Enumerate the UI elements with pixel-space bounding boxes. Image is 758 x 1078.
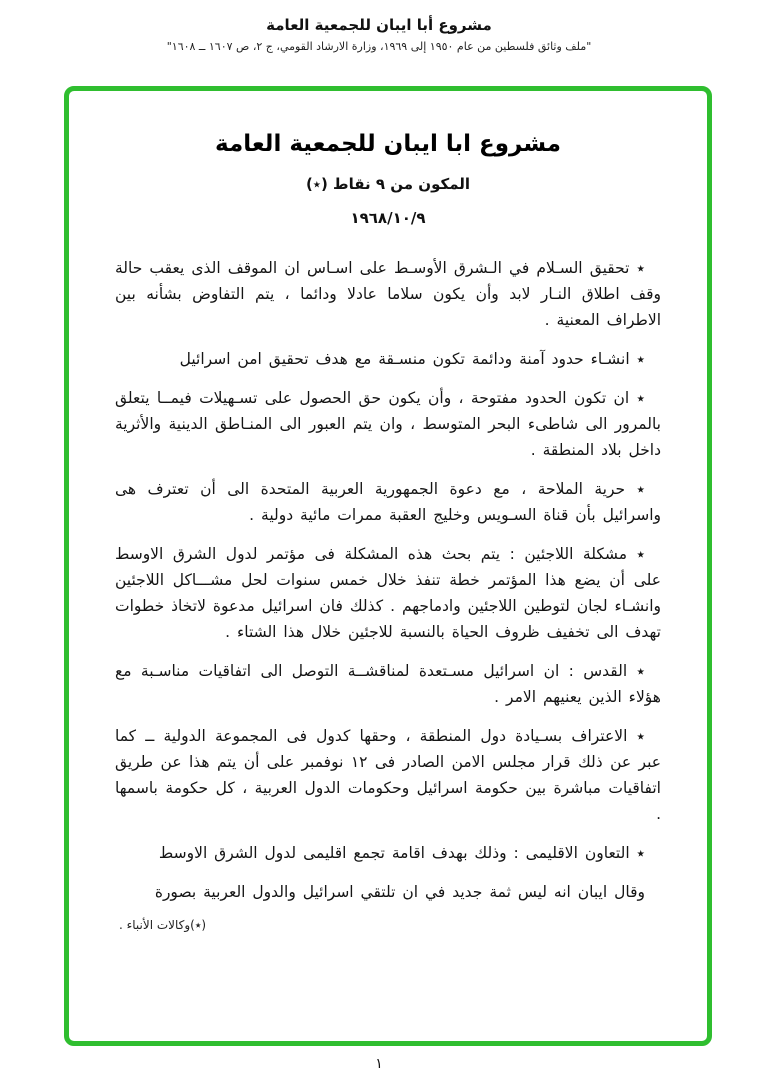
page-number: ١ [375,1056,383,1072]
source-citation: "ملف وثائق فلسطين من عام ١٩٥٠ إلى ١٩٦٩، وزارة الارشاد القومي، ج ٢، ص ١٦٠٧ ــ ١٦٠٨" [166,40,592,53]
paragraph-8: ٭ التعاون الاقليمى : وذلك بهدف اقامة تجمع اقليمى لدول الشرق الاوسط [158,844,645,862]
paragraph-4: ٭ حرية الملاحة ، مع دعوة الجمهورية العربية المتحدة الى أن تعترف هى واسرائيل بأن قناة السـويس وخليج العقبة ممرات مائية دولية . [115,480,661,524]
document-date: ١٩٦٨/١٠/٩ [350,209,426,227]
paragraph-9: وقال ايبان انه ليس ثمة جديد في ان تلتقي اسرائيل والدول العربية بصورة [154,883,645,901]
document-subtitle: المكون من ٩ نقاط (٭) [305,175,471,193]
page-header [0,0,758,53]
paragraph-6: ٭ القدس : ان اسرائيل مسـتعدة لمناقشــة التوصل الى اتفاقيات مناسـبة مع هؤلاء الذين يعنيهم الامر . [115,662,661,706]
paragraph-1: ٭ تحقيق السـلام في الـشرق الأوسـط على اسـاس ان الموقف الذى يعقب حالة وقف اطلاق النـار لابد وأن يكون سلاما عادلا ودائما ، يتم التفاوض بشأنه بين الاطراف المعنية . [115,259,661,329]
paragraph-2: ٭ انشـاء حدود آمنة ودائمة تكون منسـقة مع هدف تحقيق امن اسرائيل [179,350,645,368]
document-title: مشروع ابا ايبان للجمعية العامة [215,131,561,157]
paragraph-7: ٭ الاعتراف بسـيادة دول المنطقة ، وحقها كدول فى المجموعة الدولية ــ كما عبر عن ذلك قرار مجلس الامن الصادر فى ١٢ نوفمبر على أن يتم هذا عن طريق اتفاقيات مباشرة بين حكومة اسرائيل وحكومات الدول العربية ، كل حكومة باسمها . [115,727,661,823]
document-frame [64,86,712,1046]
document-body [115,255,661,932]
header-title: مشروع أبا ايبان للجمعية العامة [266,16,492,34]
paragraph-3: ٭ ان تكون الحدود مفتوحة ، وأن يكون حق الحصول على تسـهيلات فيمــا يتعلق بالمرور الى شاطىء البحر المتوسط ، وان يتم العبور الى المنـاطق الدينية والأثرية داخل بلاد المنطقة . [115,389,661,459]
footnote: (٭)وكالات الأنباء . [119,918,207,932]
paragraph-5: ٭ مشكلة اللاجئين : يتم بحث هذه المشكلة فى مؤتمر لدول الشرق الاوسط على أن يضع هذا المؤتمر خطة تنفذ خلال خمس سنوات لحل مشـــاكل اللاجئين وانشـاء لجان لتوطين اللاجئين وادماجهم . كذلك فان اسرائيل مدعوة لاتخاذ خطوات تهدف الى تخفيف ظروف الحياة بالنسبة للاجئين خلال هذا الشتاء . [115,545,661,641]
